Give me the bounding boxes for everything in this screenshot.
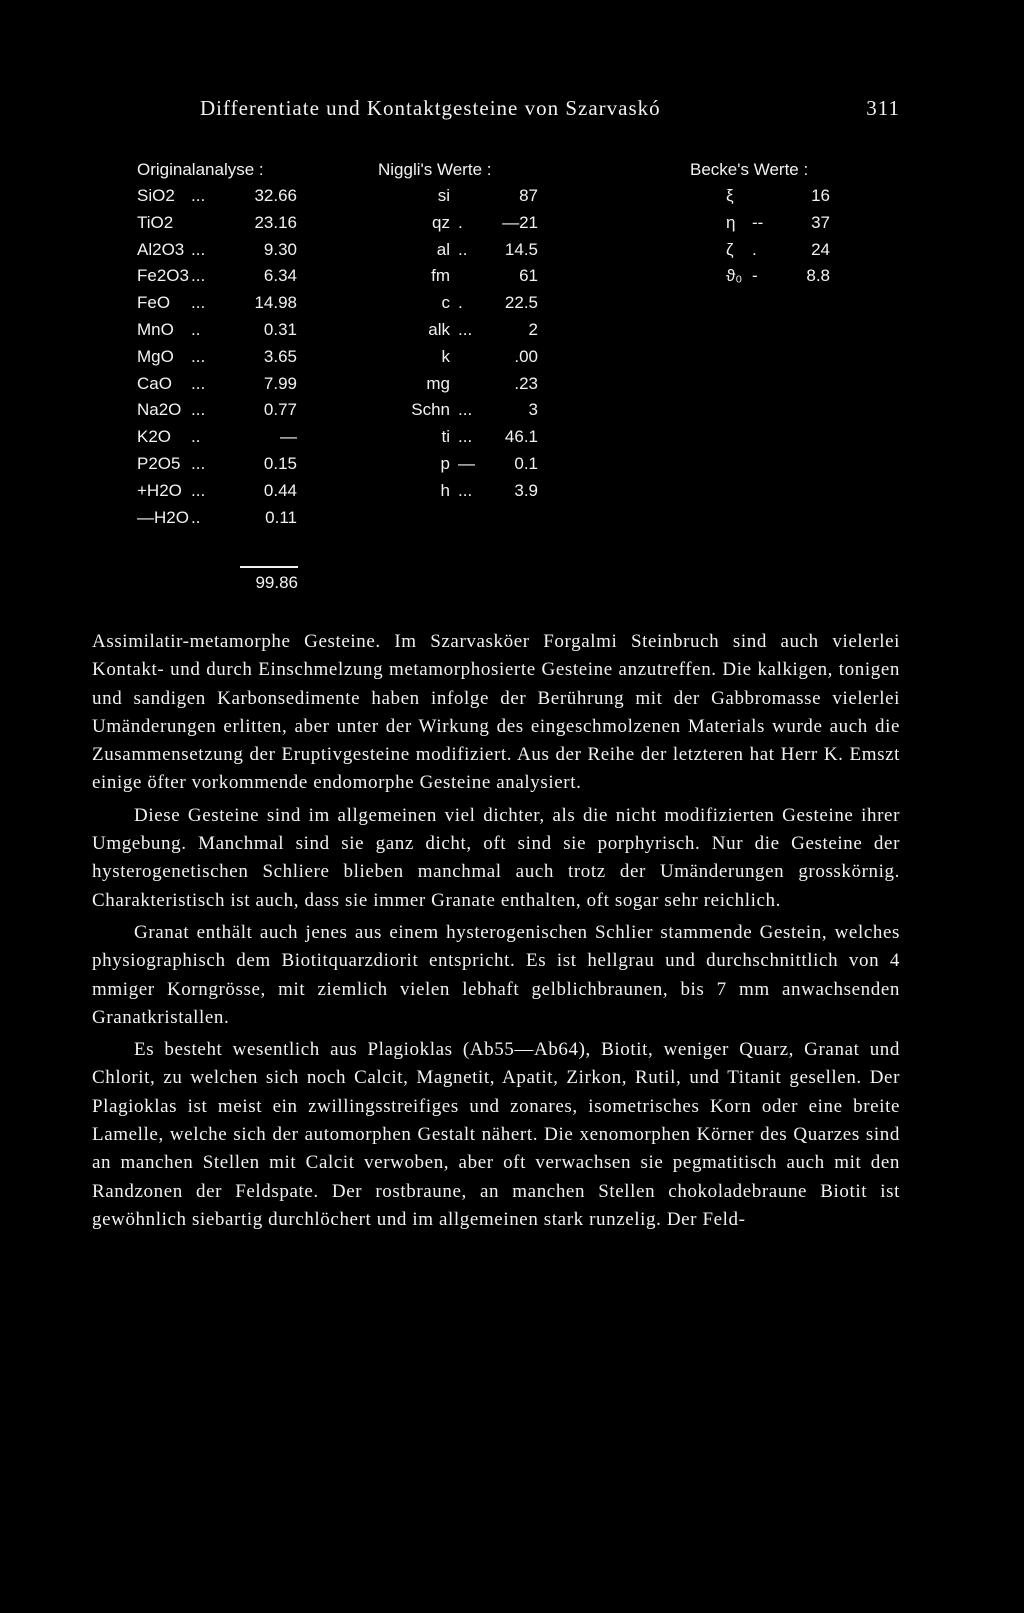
table-row: [137, 454, 297, 481]
table-row: [137, 400, 297, 427]
cell-leader: ...: [191, 239, 206, 259]
cell-label: alk: [428, 319, 450, 339]
cell-label: al: [436, 239, 450, 259]
table-row: [378, 213, 568, 240]
cell-label: CaO: [137, 373, 172, 393]
cell-value: 0.44: [263, 480, 297, 500]
table-row: [137, 481, 297, 508]
niggli-heading: Niggli's Werte :: [378, 160, 492, 179]
cell-label: FeO: [137, 293, 171, 313]
table-row: [137, 347, 297, 374]
cell-label: p: [440, 453, 450, 473]
cell-label: η: [726, 212, 736, 232]
table-row: [378, 186, 568, 213]
cell-label: TiO2: [137, 212, 174, 232]
cell-value: 0.11: [265, 507, 297, 527]
cell-label: —H2O: [137, 507, 189, 527]
cell-label: SiO2: [137, 186, 175, 205]
cell-label: fm: [431, 266, 450, 286]
table-row: [378, 400, 568, 427]
originalanalyse-total: 99.86: [255, 573, 298, 592]
table-row: [690, 186, 870, 213]
table-row: [137, 320, 297, 347]
cell-label: K2O: [137, 427, 172, 447]
table-row: [378, 266, 568, 293]
table-row: [137, 293, 297, 320]
cell-leader: ...: [191, 186, 206, 205]
table-row: [378, 481, 568, 508]
page-header: [200, 96, 900, 126]
cell-label: MnO: [137, 319, 174, 339]
cell-value: —21: [502, 212, 538, 232]
cell-value: 0.1: [514, 453, 538, 473]
cell-label: ξ: [726, 186, 734, 205]
table-row: [690, 266, 870, 293]
table-row: [378, 320, 568, 347]
table-row: [137, 508, 297, 535]
cell-leader: ...: [191, 293, 206, 313]
cell-value: 61: [519, 266, 538, 286]
table-row: [378, 454, 568, 481]
cell-value: 0.31: [263, 319, 297, 339]
cell-value: 46.1: [504, 427, 538, 447]
cell-leader: -: [752, 266, 758, 286]
cell-leader: ..: [191, 319, 201, 339]
paragraph: Assimilatir-metamorphe Gesteine. Im Szarvasköer Forgalmi Steinbruch sind auch vielerlei Kontakt- und durch Einschmelzung metamorphosierte Gesteine anzutreffen. Die kalkigen, tonigen und sandigen Karbonsedimente haben infolge der Berührung mit der Gabbromasse vielerlei Umänderungen erlitten, aber unter der Wirkung des eingeschmolzenen Materials wurde auch die Zusammensetzung der Eruptivgesteine modifiziert. Aus der Reihe der letzteren hat Herr K. Emszt einige öfter vorkommende endomorphe Gesteine analysiert.: [92, 631, 900, 794]
table-row: [137, 186, 297, 213]
cell-value: 3: [528, 400, 538, 420]
cell-value: 22.5: [504, 293, 538, 313]
cell-leader: .: [458, 293, 463, 313]
cell-leader: ...: [458, 319, 473, 339]
cell-value: 87: [519, 186, 538, 205]
table-row: [378, 240, 568, 267]
cell-label: ϑ₀: [726, 266, 743, 286]
originalanalyse-column: [137, 160, 297, 534]
paragraph: Es besteht wesentlich aus Plagioklas (Ab55—Ab64), Biotit, weniger Quarz, Granat und Chlorit, zu welchen sich noch Calcit, Magnetit, Apatit, Zirkon, Rutil, und Titanit gesellen. Der Plagioklas ist meist ein zwillingsstreifiges und zonares, isometrisches Korn oder eine breite Lamelle, welche sich der automorphen Gestalt nähert. Die xenomorphen Körner des Quarzes sind an manchen Stellen mit Calcit verwoben, aber oft verwachsen sie pegmatitisch auch mit den Randzonen der Feldspate. Der rostbraune, an manchen Stellen chokoladebraune Biotit ist gewöhnlich siebartig durchlöchert und im allgemeinen stark runzelig. Der Feld-: [92, 1039, 900, 1230]
cell-value: 8.8: [806, 266, 830, 286]
cell-leader: .: [752, 239, 757, 259]
total-rule: [240, 566, 298, 568]
table-row: [137, 213, 297, 240]
cell-leader: ...: [191, 346, 206, 366]
becke-heading: Becke's Werte :: [690, 160, 809, 179]
cell-value: —: [280, 427, 297, 447]
table-row: [137, 240, 297, 267]
cell-label: c: [441, 293, 450, 313]
cell-leader: ...: [191, 373, 206, 393]
cell-label: Fe2O3: [137, 266, 189, 286]
cell-value: 2: [528, 319, 538, 339]
cell-leader: ...: [191, 400, 206, 420]
cell-value: 32.66: [254, 186, 297, 205]
cell-value: 3.9: [514, 480, 538, 500]
cell-leader: ...: [191, 453, 206, 473]
table-row: [690, 240, 870, 267]
cell-leader: ..: [191, 427, 201, 447]
cell-label: +H2O: [137, 480, 182, 500]
cell-value: 7.99: [263, 373, 297, 393]
table-row: [378, 427, 568, 454]
cell-leader: ...: [458, 480, 473, 500]
cell-value: .23: [514, 373, 538, 393]
cell-label: Na2O: [137, 400, 182, 420]
table-row: [378, 374, 568, 401]
originalanalyse-heading: Originalanalyse :: [137, 160, 264, 179]
cell-value: 16: [811, 186, 830, 205]
niggli-column: [378, 160, 568, 508]
cell-leader: ...: [458, 427, 473, 447]
cell-leader: ..: [191, 507, 201, 527]
table-row: [137, 266, 297, 293]
cell-value: 24: [811, 239, 830, 259]
cell-leader: ...: [191, 266, 206, 286]
table-row: [137, 374, 297, 401]
cell-leader: —: [458, 453, 475, 473]
cell-value: 9.30: [263, 239, 297, 259]
table-row: [137, 427, 297, 454]
paragraph: Granat enthält auch jenes aus einem hysterogenischen Schlier stammende Gestein, welches physiographisch dem Biotitquarzdiorit entspricht. Es ist hellgrau und durchschnittlich von 4 mmiger Korngrösse, mit ziemlich vielen lebhaft gelblichbraunen, bis 7 mm anwachsenden Granatkristallen.: [92, 921, 900, 1028]
cell-label: ti: [441, 427, 450, 447]
cell-leader: .: [458, 212, 463, 232]
cell-value: 14.98: [254, 293, 297, 313]
cell-label: Schn: [411, 400, 450, 420]
cell-label: mg: [426, 373, 450, 393]
cell-leader: ..: [458, 239, 468, 259]
body-text: [92, 628, 900, 1234]
cell-label: si: [437, 186, 450, 205]
page-number: 311: [866, 96, 900, 120]
cell-leader: ...: [191, 480, 206, 500]
cell-value: 37: [811, 212, 830, 232]
cell-leader: --: [752, 212, 764, 232]
cell-value: .00: [514, 346, 538, 366]
cell-label: ζ: [726, 239, 734, 259]
cell-value: 23.16: [254, 212, 297, 232]
paragraph: Diese Gesteine sind im allgemeinen viel dichter, als die nicht modifizierten Gesteine ihrer Umgebung. Manchmal sind sie ganz dicht, oft sind sie porphyrisch. Nur die Gesteine der hysterogenetischen Schliere blieben manchmal auch trotz der Umänderungen grosskörnig. Charakteristisch ist auch, dass sie immer Granate enthalten, oft sogar sehr reichlich.: [92, 804, 900, 911]
cell-label: Al2O3: [137, 239, 185, 259]
cell-value: 6.34: [263, 266, 297, 286]
cell-label: MgO: [137, 346, 174, 366]
table-row: [690, 213, 870, 240]
table-row: [378, 293, 568, 320]
cell-value: 0.77: [263, 400, 297, 420]
cell-value: 0.15: [263, 453, 297, 473]
cell-label: qz: [432, 212, 450, 232]
table-row: [378, 347, 568, 374]
cell-label: h: [440, 480, 450, 500]
running-title: Differentiate und Kontaktgesteine von Szarvaskó: [200, 96, 661, 120]
cell-label: k: [441, 346, 450, 366]
cell-label: P2O5: [137, 453, 181, 473]
cell-value: 14.5: [504, 239, 538, 259]
cell-value: 3.65: [263, 346, 297, 366]
becke-column: [690, 160, 870, 293]
cell-leader: ...: [458, 400, 473, 420]
